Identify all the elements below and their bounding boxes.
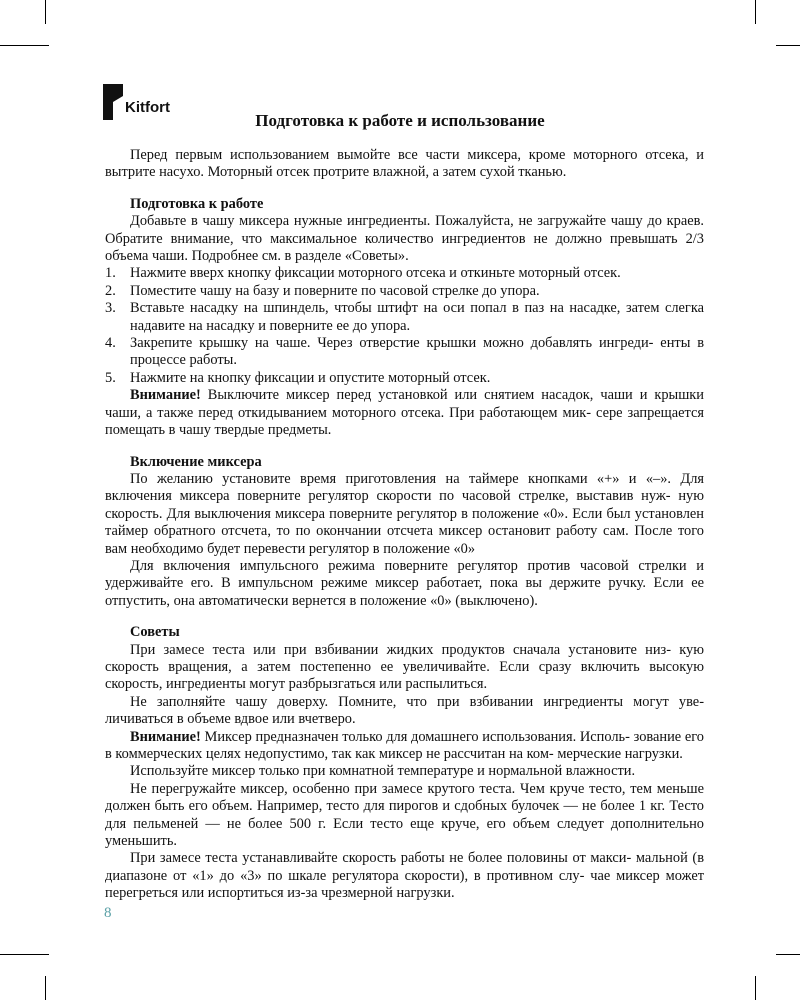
crop-mark	[0, 45, 49, 46]
list-item	[105, 335, 704, 370]
step-number: 5.	[105, 369, 116, 386]
intro-paragraph: Перед первым использованием вымойте все части миксера, кроме моторного отсека, и вытрите насухо. Моторный отсек протрите влажной, а затем сухой тканью.	[105, 147, 704, 181]
warning-label: Внимание!	[130, 387, 201, 404]
document-body	[105, 147, 704, 903]
list-item	[105, 300, 704, 335]
crop-mark	[755, 0, 756, 24]
paragraph: Не перегружайте миксер, особенно при замесе крутого теста. Чем круче тесто, тем меньше должен быть его объем. Например, тесто для пирогов и сдобных булочек — не более 1 кг. Тесто для пельменей — не более 500 г. Если тесто еще круче, его объем следует дополнительно уменьшить.	[105, 780, 704, 850]
paragraph: Используйте миксер только при комнатной температуре и нормальной влажности.	[130, 763, 636, 780]
warning-paragraph	[105, 387, 704, 439]
brand-name: Kitfort	[125, 99, 170, 116]
section-heading-tips: Советы	[130, 624, 180, 641]
step-text: Закрепите крышку на чаше. Через отверстие крышки можно добавлять ингреди- енты в процессе работы.	[130, 335, 704, 369]
paragraph: При замесе теста или при взбивании жидких продуктов сначала установите низ- кую скорость вращения, а затем постепенно ее увеличивайте. Если сразу включить высокую скорость, ингредиенты могут разбрызгаться или распылиться.	[105, 641, 704, 693]
list-item	[105, 265, 704, 282]
section-heading-preparation: Подготовка к работе	[130, 195, 264, 212]
steps-list	[105, 265, 704, 387]
section-heading-switch-on: Включение миксера	[130, 453, 262, 470]
crop-mark	[776, 45, 800, 46]
page-number: 8	[104, 905, 112, 921]
paragraph: Добавьте в чашу миксера нужные ингредиенты. Пожалуйста, не загружайте чашу до краев. Обратите внимание, что максимальное количество ингредиентов не должно превышать 2/3 объема чаши. Подробнее см. в разделе «Советы».	[105, 213, 704, 265]
crop-mark	[45, 976, 46, 1000]
page-title: Подготовка к работе и использование	[255, 111, 545, 130]
crop-mark	[776, 954, 800, 955]
step-text: Нажмите вверх кнопку фиксации моторного отсека и откиньте моторный отсек.	[130, 265, 621, 282]
paragraph: Для включения импульсного режима поверните регулятор против часовой стрелки и удерживайте его. В импульсном режиме миксер работает, пока вы держите ручку. Если ее отпустить, она автоматически вернется в положение «0» (выключено).	[105, 557, 704, 609]
list-item	[105, 370, 704, 387]
paragraph: Не заполняйте чашу доверху. Помните, что при взбивании ингредиенты могут уве- личиваться в объеме вдвое или вчетверо.	[105, 693, 704, 728]
step-text: Вставьте насадку на шпиндель, чтобы штифт на оси попал в паз на насадке, затем слегка надавите на насадку и поверните ее до упора.	[130, 300, 704, 334]
step-number: 1.	[105, 265, 116, 282]
crop-mark	[45, 0, 46, 24]
paragraph: При замесе теста устанавливайте скорость работы не более половины от макси- мальной (в диапазоне от «1» до «3» по шкале регулятора скорости), в противном слу- чае миксер может перегреться или испортиться из-за чрезмерной нагрузки.	[105, 850, 704, 902]
list-item	[105, 283, 704, 300]
warning-label: Внимание!	[130, 728, 201, 745]
step-number: 2.	[105, 282, 116, 299]
step-number: 3.	[105, 300, 116, 317]
crop-mark	[755, 976, 756, 1000]
step-text: Поместите чашу на базу и поверните по часовой стрелке до упора.	[130, 282, 540, 299]
step-text: Нажмите на кнопку фиксации и опустите моторный отсек.	[130, 369, 491, 386]
crop-mark	[0, 954, 49, 955]
step-number: 4.	[105, 335, 116, 352]
warning-text: Выключите миксер перед установкой или снятием насадок, чаши и крышки чаши, а также перед откидыванием моторного отсека. При работающем мик- сере запрещается помещать в чашу твердые предметы.	[105, 387, 704, 439]
warning-text: Миксер предназначен только для домашнего использования. Исполь- зование его в коммерческих целях недопустимо, так как миксер не рассчитан на ком- мерческие нагрузки.	[105, 728, 704, 762]
warning-paragraph	[105, 729, 704, 764]
paragraph: По желанию установите время приготовления на таймере кнопками «+» и «–». Для включения миксера поверните регулятор скорости по часовой стрелке, выставив нуж- ную скорость. Для выключения миксера поверните регулятор в положение «0». Если был установлен таймер обратного отсчета, то по окончании отсчета миксер остановит работу сам. После того вам необходимо будет перевести регулятор в положение «0»	[105, 470, 704, 557]
